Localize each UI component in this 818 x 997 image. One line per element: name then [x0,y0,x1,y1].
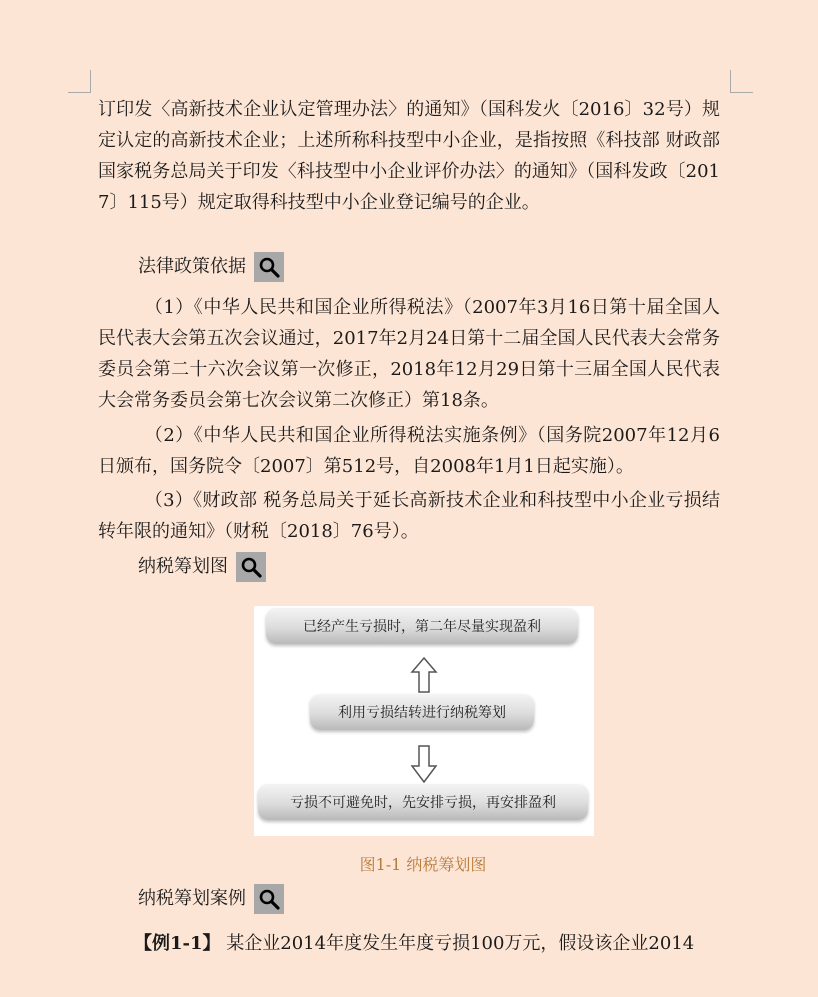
heading-legal-basis-label: 法律政策依据 [138,256,246,277]
planning-case-search-button[interactable] [254,884,284,914]
planning-diagram-search-button[interactable] [236,552,266,582]
heading-legal-basis [138,252,284,282]
figure-caption: 图1-1 纳税筹划图 [359,855,487,874]
paragraph-law-3: （3）《财政部 税务总局关于延长高新技术企业和科技型中小企业亏损结转年限的通知》（财税〔2018〕76号）。 [98,490,720,542]
diagram-box-bottom: 亏损不可避免时，先安排亏损，再安排盈利 [258,784,588,820]
paragraph-law-2: （2）《中华人民共和国企业所得税法实施条例》（国务院2007年12月6日颁布，国务院令〔2007〕第512号，自2008年1月1日起实施）。 [98,425,720,477]
heading-planning-case-label: 纳税筹划案例 [138,888,246,909]
arrow-up-icon [410,656,438,694]
heading-planning-diagram-label: 纳税筹划图 [138,556,228,577]
paragraph-example [134,928,734,959]
diagram-box-top: 已经产生亏损时，第二年尽量实现盈利 [266,608,578,644]
search-icon [240,556,262,578]
page-corner-mark-right [730,70,753,93]
search-icon [258,888,280,910]
heading-planning-case [138,884,284,914]
paragraph-law-1: （1）《中华人民共和国企业所得税法》（2007年3月16日第十届全国人民代表大会第五次会议通过，2017年2月24日第十二届全国人民代表大会常务委员会第二十六次会议第一次修正，2018年12月29日第十三届全国人民代表大会常务委员会第七次会议第二次修正）第18条。 [98,297,720,411]
example-label: 【例1-1】 [134,933,221,954]
search-icon [258,256,280,278]
diagram-box-middle: 利用亏损结转进行纳税筹划 [310,694,534,730]
page-corner-mark-left [68,70,91,93]
arrow-down-icon [410,744,438,784]
tax-planning-diagram [254,606,594,836]
paragraph-intro: 订印发〈高新技术企业认定管理办法〉的通知》（国科发火〔2016〕32号）规定认定的高新技术企业；上述所称科技型中小企业，是指按照《科技部 财政部 国家税务总局关于印发〈科技型中小企业评价办法〉的通知》（国科发政〔2017〕115号）规定取得科技型中小企业登记编号的企业。 [98,99,720,213]
legal-basis-search-button[interactable] [254,252,284,282]
example-text: 某企业2014年度发生年度亏损100万元，假设该企业2014 [226,933,695,954]
heading-planning-diagram [138,552,266,582]
